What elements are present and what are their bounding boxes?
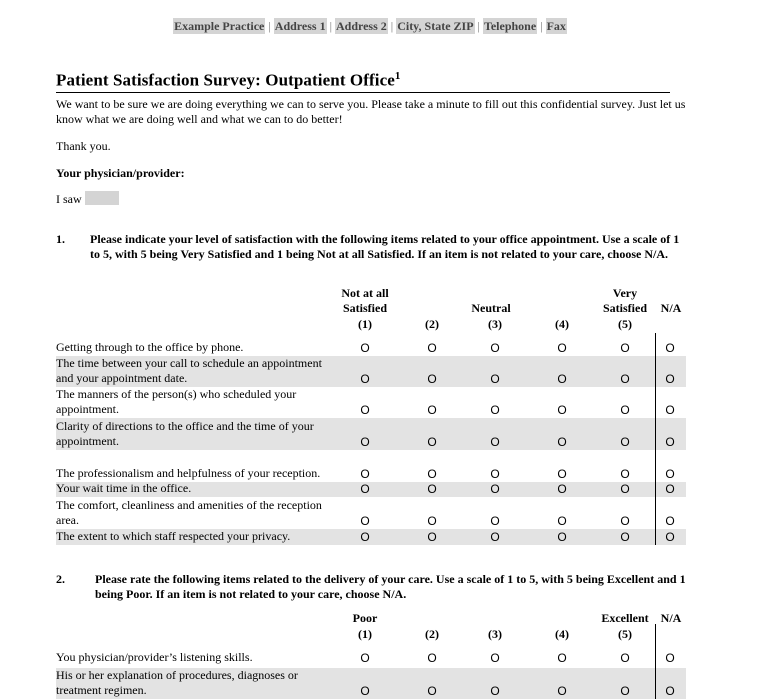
table-row (56, 450, 686, 482)
radio-option-3[interactable]: O (490, 684, 500, 698)
q2-label-excellent: Excellent (601, 611, 649, 625)
radio-option-2[interactable]: O (427, 482, 437, 496)
item-label: His or her explanation of procedures, diagnoses or treatment regimen. (56, 668, 298, 697)
radio-option-2[interactable]: O (427, 467, 437, 481)
radio-option-5[interactable]: O (620, 514, 630, 528)
na-column-divider (655, 624, 656, 699)
radio-option-3[interactable]: O (490, 341, 500, 355)
radio-option-1[interactable]: O (360, 403, 370, 417)
radio-option-4[interactable]: O (557, 530, 567, 544)
radio-option-2[interactable]: O (427, 341, 437, 355)
q1-label-very-satisfied: Very Satisfied (602, 286, 647, 315)
city-state-zip-field[interactable]: City, State ZIP (397, 19, 474, 33)
radio-option-na[interactable]: O (665, 684, 675, 698)
radio-option-1[interactable]: O (360, 514, 370, 528)
intro-paragraph: We want to be sure we are doing everything we can to serve you. Please take a minute to fill out this confidential survey. Just let us know what we are doing well and what we can to do better! (56, 97, 686, 126)
radio-option-1[interactable]: O (360, 467, 370, 481)
radio-option-5[interactable]: O (620, 435, 630, 449)
header-separator: | (329, 19, 332, 33)
header-separator: | (268, 19, 271, 33)
radio-option-1[interactable]: O (360, 372, 370, 386)
item-label: Getting through to the office by phone. (56, 340, 244, 354)
radio-option-3[interactable]: O (490, 530, 500, 544)
radio-option-2[interactable]: O (427, 514, 437, 528)
question-1-text: Please indicate your level of satisfaction with the following items related to your office appointment. Use a scale of 1 to 5, with 5 being Very Satisfied and 1 being Not at all Satisfied. If an item is not related to your care, choose N/A. (90, 232, 680, 261)
provider-label: Your physician/provider: (56, 166, 185, 180)
item-label: The comfort, cleanliness and amenities of the reception area. (56, 498, 322, 527)
radio-option-4[interactable]: O (557, 372, 567, 386)
radio-option-na[interactable]: O (665, 403, 675, 417)
q1-scale-2: (2) (425, 317, 439, 331)
table-row (56, 497, 686, 529)
radio-option-na[interactable]: O (665, 467, 675, 481)
radio-option-3[interactable]: O (490, 435, 500, 449)
radio-option-1[interactable]: O (360, 651, 370, 665)
question-1 (56, 232, 686, 278)
q2-scale-3: (3) (488, 627, 502, 641)
provider-name-field[interactable] (85, 191, 119, 205)
q1-label-na: N/A (660, 301, 682, 315)
survey-title (56, 70, 670, 93)
radio-option-2[interactable]: O (427, 435, 437, 449)
table-row (56, 387, 686, 418)
radio-option-1[interactable]: O (360, 482, 370, 496)
item-label: The manners of the person(s) who scheduled your appointment. (56, 387, 297, 416)
radio-option-5[interactable]: O (620, 341, 630, 355)
radio-option-na[interactable]: O (665, 435, 675, 449)
question-2-number: 2. (56, 572, 65, 586)
radio-option-5[interactable]: O (620, 651, 630, 665)
radio-option-4[interactable]: O (557, 482, 567, 496)
q1-scale-1: (1) (358, 317, 372, 331)
table-row (56, 649, 686, 666)
radio-option-3[interactable]: O (490, 482, 500, 496)
practice-name-field[interactable]: Example Practice (174, 19, 265, 33)
question-2 (56, 572, 686, 602)
address1-field[interactable]: Address 1 (274, 19, 326, 33)
radio-option-1[interactable]: O (360, 435, 370, 449)
header-separator: | (477, 19, 480, 33)
radio-option-3[interactable]: O (490, 372, 500, 386)
radio-option-na[interactable]: O (665, 530, 675, 544)
i-saw-label: I saw (56, 192, 82, 206)
radio-option-5[interactable]: O (620, 372, 630, 386)
radio-option-4[interactable]: O (557, 514, 567, 528)
radio-option-na[interactable]: O (665, 651, 675, 665)
q2-label-na: N/A (660, 611, 682, 625)
table-row (56, 668, 686, 699)
q2-scale-5: (5) (618, 627, 632, 641)
q1-scale-4: (4) (555, 317, 569, 331)
q2-scale-2: (2) (425, 627, 439, 641)
table-row (56, 529, 686, 545)
table-row (56, 482, 686, 497)
radio-option-3[interactable]: O (490, 514, 500, 528)
practice-header (0, 19, 740, 34)
radio-option-4[interactable]: O (557, 651, 567, 665)
q2-label-poor: Poor (352, 611, 378, 625)
thank-you-text: Thank you. (56, 139, 111, 153)
item-label: The professionalism and helpfulness of your reception. (56, 466, 321, 480)
address2-field[interactable]: Address 2 (335, 19, 387, 33)
radio-option-5[interactable]: O (620, 684, 630, 698)
telephone-field[interactable]: Telephone (483, 19, 537, 33)
radio-option-3[interactable]: O (490, 467, 500, 481)
q2-scale-1: (1) (358, 627, 372, 641)
radio-option-na[interactable]: O (665, 514, 675, 528)
table-row (56, 340, 686, 356)
item-label: Clarity of directions to the office and the time of your appointment. (56, 419, 314, 448)
q1-scale-5: (5) (618, 317, 632, 331)
i-saw-line (56, 191, 119, 207)
radio-option-2[interactable]: O (427, 372, 437, 386)
item-label: The time between your call to schedule an appointment and your appointment date. (56, 356, 322, 385)
header-separator: | (390, 19, 394, 33)
radio-option-5[interactable]: O (620, 403, 630, 417)
radio-option-4[interactable]: O (557, 341, 567, 355)
survey-title-text: Patient Satisfaction Survey: Outpatient Office (56, 70, 395, 90)
radio-option-na[interactable]: O (665, 341, 675, 355)
radio-option-1[interactable]: O (360, 341, 370, 355)
question-1-number: 1. (56, 232, 65, 246)
radio-option-1[interactable]: O (360, 684, 370, 698)
radio-option-1[interactable]: O (360, 530, 370, 544)
radio-option-5[interactable]: O (620, 530, 630, 544)
radio-option-4[interactable]: O (557, 403, 567, 417)
item-label: You physician/provider’s listening skills. (56, 650, 253, 664)
radio-option-2[interactable]: O (427, 684, 437, 698)
radio-option-5[interactable]: O (620, 482, 630, 496)
radio-option-4[interactable]: O (557, 467, 567, 481)
q1-scale-3: (3) (488, 317, 502, 331)
radio-option-3[interactable]: O (490, 651, 500, 665)
q1-label-not-at-all-satisfied: Not at all Satisfied (341, 286, 389, 315)
radio-option-4[interactable]: O (557, 684, 567, 698)
q1-label-neutral: Neutral (471, 301, 511, 315)
radio-option-2[interactable]: O (427, 530, 437, 544)
item-label: The extent to which staff respected your privacy. (56, 529, 291, 543)
na-column-divider (655, 333, 656, 545)
radio-option-2[interactable]: O (427, 651, 437, 665)
question-2-text: Please rate the following items related to the delivery of your care. Use a scale of 1 to 5, with 5 being Excellent and 1 being Poor. If an item is not related to your care, choose N/A. (95, 572, 686, 601)
radio-option-3[interactable]: O (490, 403, 500, 417)
radio-option-5[interactable]: O (620, 467, 630, 481)
radio-option-4[interactable]: O (557, 435, 567, 449)
q2-scale-4: (4) (555, 627, 569, 641)
radio-option-na[interactable]: O (665, 482, 675, 496)
table-row (56, 418, 686, 450)
table-row (56, 356, 686, 387)
header-separator: | (540, 19, 543, 33)
item-label: Your wait time in the office. (56, 481, 192, 495)
fax-field[interactable]: Fax (546, 19, 566, 33)
radio-option-na[interactable]: O (665, 372, 675, 386)
footnote-marker: 1 (394, 70, 401, 82)
radio-option-2[interactable]: O (427, 403, 437, 417)
